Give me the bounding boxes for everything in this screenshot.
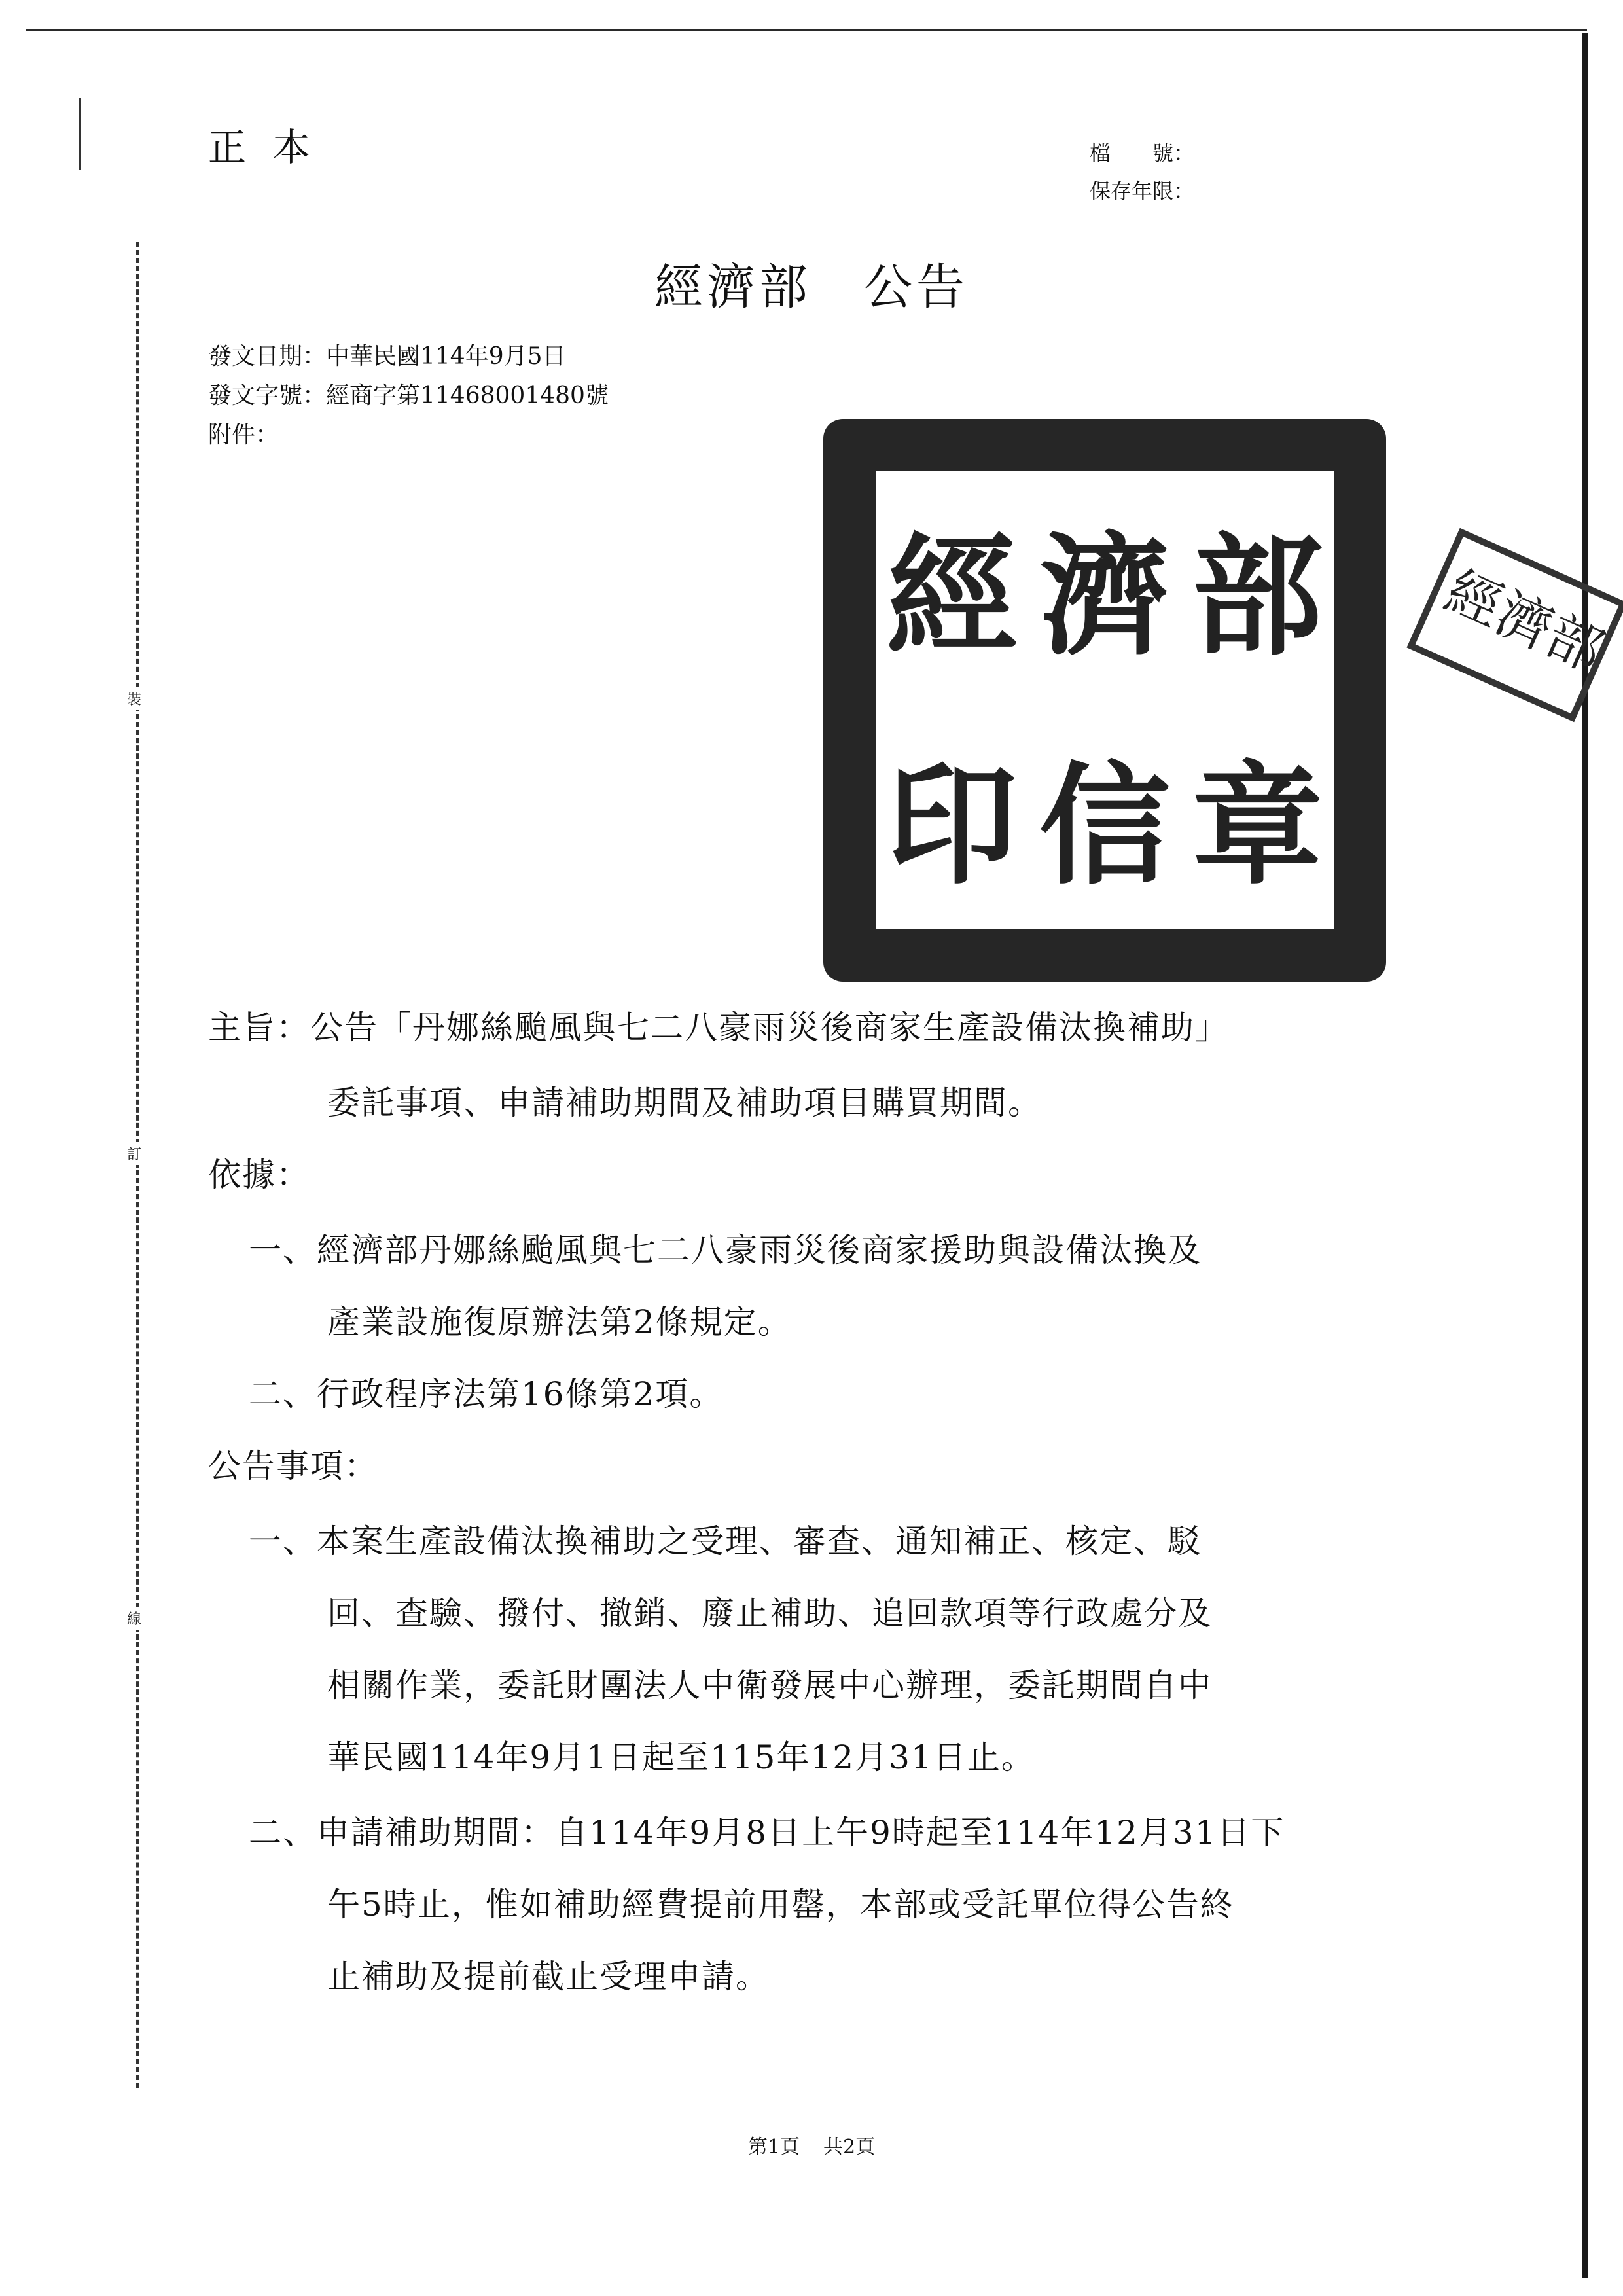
subject-line-1: 主旨：公告「丹娜絲颱風與七二八豪雨災後商家生產設備汰換補助」 [208, 1009, 1229, 1047]
seal-face [876, 471, 1334, 929]
agency-name: 經濟部 [654, 259, 812, 315]
file-info [1090, 134, 1194, 210]
notice-item-1-line-4: 華民國114年9月1日起至115年12月31日止。 [327, 1738, 1035, 1776]
binding-char-top: 裝 [127, 687, 141, 710]
seal-char: 章 [1192, 748, 1323, 903]
seal-char: 經 [886, 519, 1018, 673]
notice-item-2-line-2: 午5時止，惟如補助經費提前用罄，本部或受託單位得公告終 [327, 1886, 1234, 1924]
notice-item-1-line-1: 一、本案生產設備汰換補助之受理、審查、通知補正、核定、駁 [249, 1522, 1202, 1560]
page-border-top [26, 29, 1587, 31]
margin-mark [79, 98, 81, 170]
seal-char: 濟 [1039, 519, 1170, 673]
binding-char-middle: 訂 [127, 1142, 141, 1165]
page-border-right [1582, 33, 1588, 2278]
copy-label: 正本 [208, 125, 337, 170]
official-seal [823, 419, 1386, 982]
seal-char: 部 [1192, 519, 1323, 673]
notice-heading: 公告事項： [208, 1447, 378, 1485]
page-number: 第1頁 [747, 2136, 800, 2159]
basis-heading: 依據： [208, 1156, 310, 1194]
binding-line [136, 242, 139, 2088]
notice-item-1-line-2: 回、查驗、撥付、撤銷、廢止補助、追回款項等行政處分及 [327, 1594, 1212, 1632]
notice-item-2-line-1: 二、申請補助期間：自114年9月8日上午9時起至114年12月31日下 [249, 1814, 1285, 1852]
document-type: 公告 [864, 259, 969, 315]
notice-item-1-line-3: 相關作業，委託財團法人中衛發展中心辦理，委託期間自中 [327, 1666, 1212, 1704]
subject-line-2: 委託事項、申請補助期間及補助項目購買期間。 [327, 1084, 1042, 1122]
issue-date: 發文日期：中華民國114年9月5日 [208, 343, 566, 370]
small-seal-text: 經濟部 [1436, 558, 1613, 685]
document-title [0, 249, 1623, 318]
basis-item-1-line-1: 一、經濟部丹娜絲颱風與七二八豪雨災後商家援助與設備汰換及 [249, 1231, 1202, 1269]
basis-item-2: 二、行政程序法第16條第2項。 [249, 1375, 724, 1413]
binding-char-bottom: 線 [127, 1607, 141, 1630]
page-footer [0, 2130, 1623, 2159]
document-number: 發文字號：經商字第11468001480號 [208, 382, 609, 409]
seal-char: 信 [1039, 748, 1170, 903]
seal-char: 印 [886, 748, 1018, 903]
small-seal [1406, 528, 1623, 723]
retention-label: 保存年限： [1090, 179, 1195, 204]
page-total: 共2頁 [823, 2136, 876, 2159]
basis-item-1-line-2: 產業設施復原辦法第2條規定。 [327, 1303, 792, 1341]
file-number-label: 檔 號： [1090, 141, 1195, 166]
document-meta [208, 337, 609, 455]
attachment: 附件： [208, 422, 279, 448]
notice-item-2-line-3: 止補助及提前截止受理申請。 [327, 1958, 770, 1996]
